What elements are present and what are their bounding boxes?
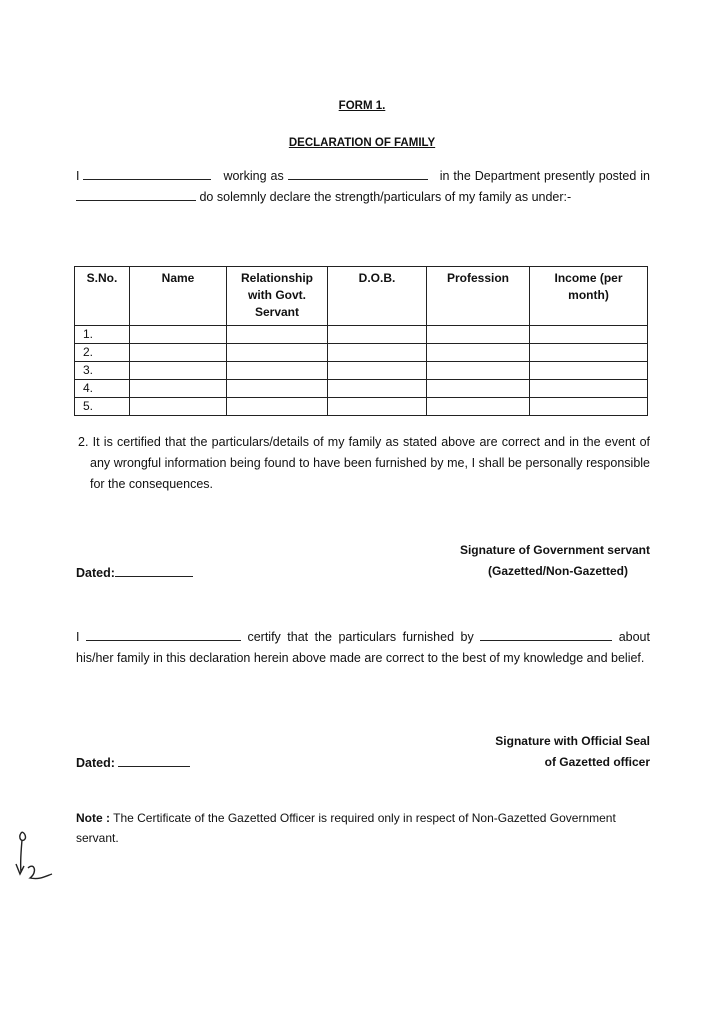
income-cell[interactable] <box>530 362 648 380</box>
intro-part2: working as <box>223 169 284 183</box>
officer-certification <box>76 627 650 669</box>
row-number: 2. <box>75 344 130 362</box>
signature-govt-line2: (Gazetted/Non-Gazetted) <box>487 564 628 578</box>
table-row <box>75 362 648 380</box>
note-label: Note : <box>76 811 110 825</box>
dob-cell[interactable] <box>328 362 427 380</box>
intro-part1: I <box>76 169 80 183</box>
intro-part3: in the Department presently posted in <box>439 169 651 183</box>
relationship-cell[interactable] <box>227 380 328 398</box>
col-name-header: Name <box>130 267 227 326</box>
signature-gazetted-officer <box>380 731 650 773</box>
date-blank[interactable] <box>115 566 193 577</box>
designation-blank[interactable] <box>288 169 428 180</box>
form-title: DECLARATION OF FAMILY <box>288 137 436 149</box>
table-row <box>75 326 648 344</box>
signature-govt-line1: Signature of Government servant <box>459 543 650 557</box>
signature-govt-servant <box>380 540 650 582</box>
col-sno-header: S.No. <box>75 267 130 326</box>
dated-field-1 <box>76 566 193 580</box>
name-cell[interactable] <box>130 344 227 362</box>
dated-field-2 <box>76 756 190 770</box>
cert-part2: certify that the particulars furnished by <box>247 630 474 644</box>
table-row <box>75 344 648 362</box>
dob-cell[interactable] <box>328 344 427 362</box>
signature-officer-line1: Signature with Official Seal <box>495 734 650 748</box>
name-cell[interactable] <box>130 362 227 380</box>
profession-cell[interactable] <box>427 344 530 362</box>
relationship-cell[interactable] <box>227 362 328 380</box>
profession-cell[interactable] <box>427 362 530 380</box>
cert-part3: about his/her family in this declaration herein above made are correct to the best of my knowledge and belief. <box>76 630 650 665</box>
officer-name-blank[interactable] <box>86 630 241 641</box>
row-number: 1. <box>75 326 130 344</box>
signature-officer-line2: of Gazetted officer <box>544 755 650 769</box>
profession-cell[interactable] <box>427 380 530 398</box>
dated-label: Dated: <box>76 756 115 770</box>
row-number: 4. <box>75 380 130 398</box>
note-text: The Certificate of the Gazetted Officer is required only in respect of Non-Gazetted Government servant. <box>76 811 616 845</box>
declaration-intro <box>76 166 650 208</box>
table-row <box>75 380 648 398</box>
cert-part1: I <box>76 630 80 644</box>
posting-blank[interactable] <box>76 190 196 201</box>
table-header-row <box>75 267 648 326</box>
intro-part4: do solemnly declare the strength/particulars of my family as under:- <box>199 190 572 204</box>
dated-label: Dated: <box>76 566 115 580</box>
handwritten-initials-mark <box>10 828 62 890</box>
certification-paragraph: 2. It is certified that the particulars/details of my family as stated above are correct and in the event of any wrongful information being found to have been furnished by me, I shall be personally responsible for the consequences. <box>78 435 650 491</box>
note-paragraph <box>76 808 636 848</box>
col-relationship-header: Relationship with Govt. Servant <box>227 267 328 326</box>
relationship-cell[interactable] <box>227 326 328 344</box>
profession-cell[interactable] <box>427 326 530 344</box>
dob-cell[interactable] <box>328 380 427 398</box>
date-blank[interactable] <box>118 756 190 767</box>
row-number: 3. <box>75 362 130 380</box>
income-cell[interactable] <box>530 326 648 344</box>
row-number: 5. <box>75 398 130 416</box>
col-profession-header: Profession <box>427 267 530 326</box>
income-cell[interactable] <box>530 344 648 362</box>
name-cell[interactable] <box>130 326 227 344</box>
dob-cell[interactable] <box>328 326 427 344</box>
relationship-cell[interactable] <box>227 398 328 416</box>
profession-cell[interactable] <box>427 398 530 416</box>
name-cell[interactable] <box>130 398 227 416</box>
dob-cell[interactable] <box>328 398 427 416</box>
form-number: FORM 1. <box>338 100 386 112</box>
family-table <box>74 266 648 416</box>
col-income-header: Income (per month) <box>530 267 648 326</box>
servant-name-blank[interactable] <box>480 630 612 641</box>
name-cell[interactable] <box>130 380 227 398</box>
col-dob-header: D.O.B. <box>328 267 427 326</box>
income-cell[interactable] <box>530 380 648 398</box>
name-blank[interactable] <box>83 169 211 180</box>
table-row <box>75 398 648 416</box>
relationship-cell[interactable] <box>227 344 328 362</box>
income-cell[interactable] <box>530 398 648 416</box>
